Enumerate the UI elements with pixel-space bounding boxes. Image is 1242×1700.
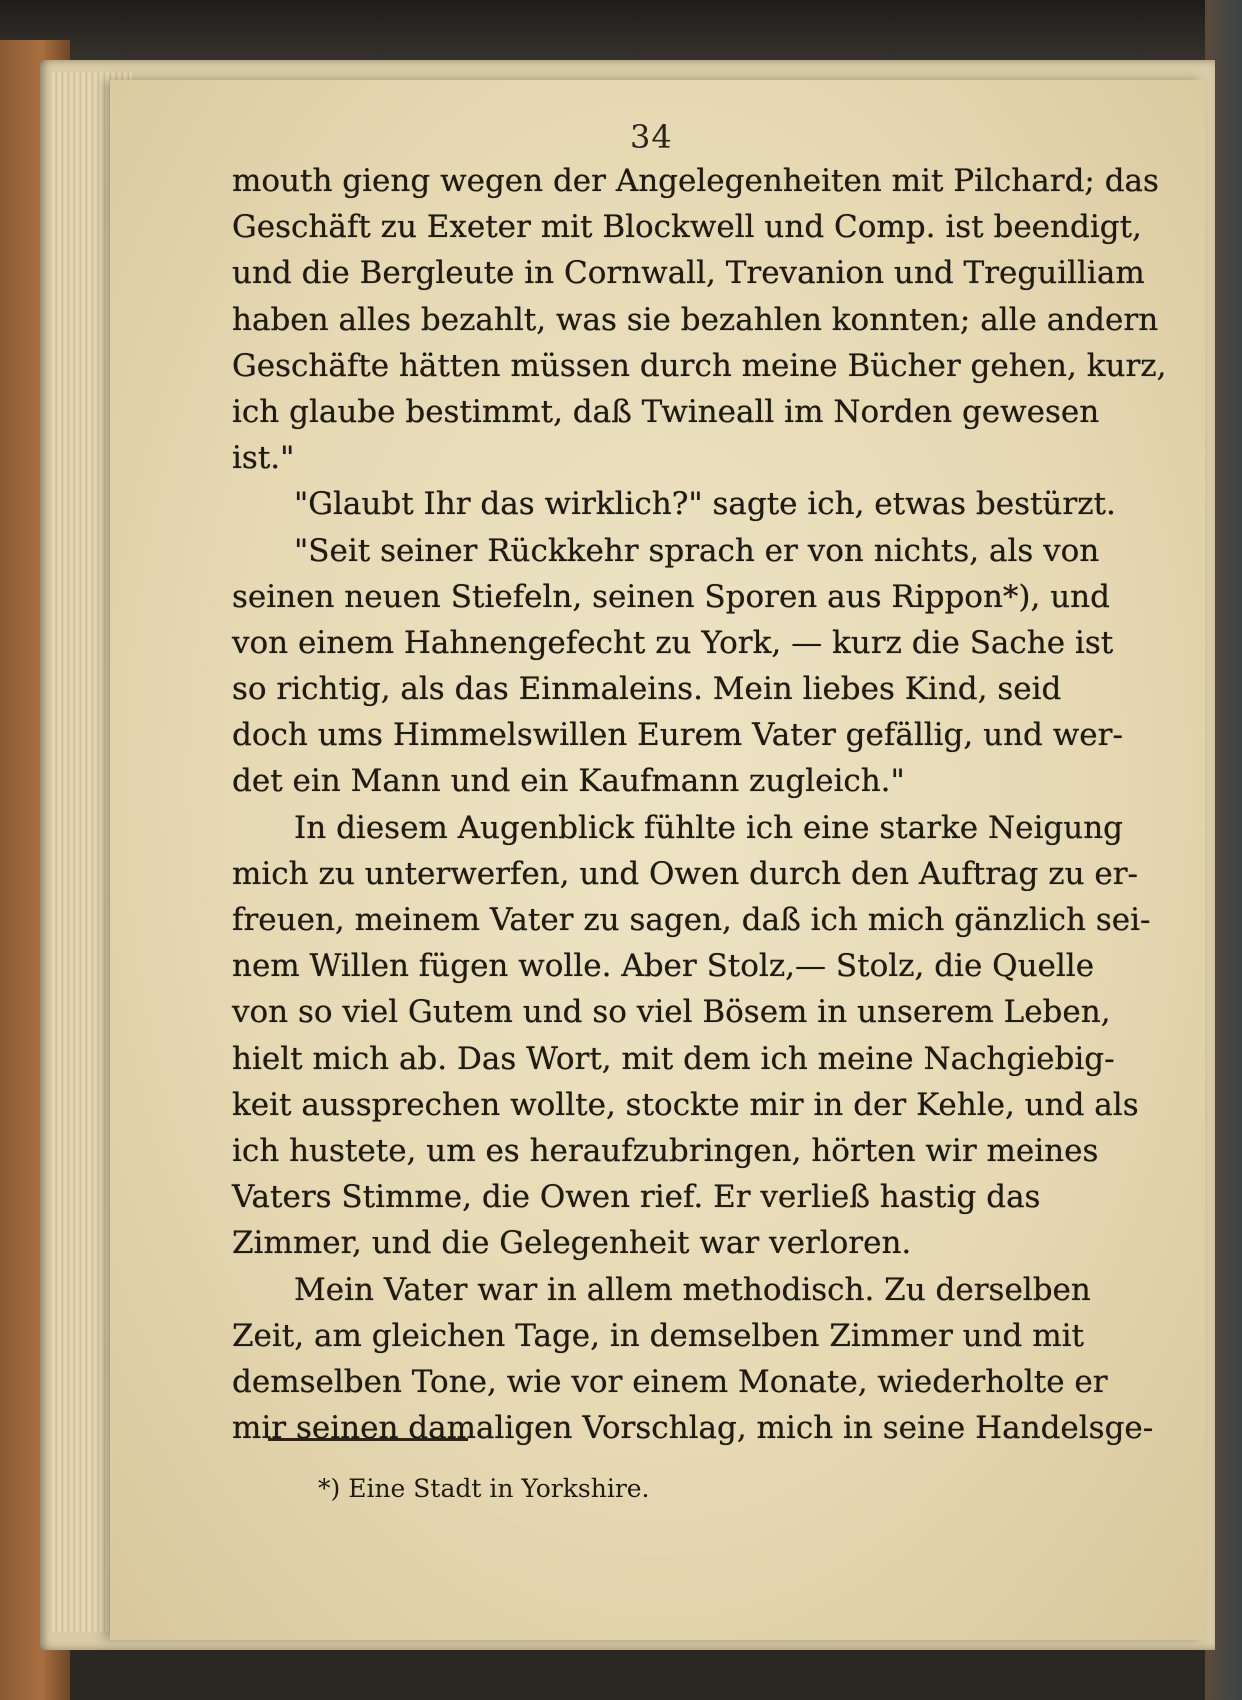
text-line: seinen neuen Stiefeln, seinen Sporen aus Rippon*), und <box>232 578 1110 615</box>
text-line: mich zu unterwerfen, und Owen durch den Auftrag zu er- <box>232 855 1139 892</box>
text-line: ist." <box>232 440 295 477</box>
text-line: Mein Vater war in allem methodisch. Zu derselben <box>294 1271 1091 1308</box>
text-line: In diesem Augenblick fühlte ich eine starke Neigung <box>294 809 1124 846</box>
text-line: "Seit seiner Rückkehr sprach er von nichts, als von <box>294 532 1100 569</box>
text-line: von so viel Gutem und so viel Bösem in unserem Leben, <box>232 994 1111 1031</box>
text-line: det ein Mann und ein Kaufmann zugleich." <box>232 763 905 800</box>
text-line: haben alles bezahlt, was sie bezahlen konnten; alle andern <box>232 301 1159 338</box>
text-line: keit aussprechen wollte, stockte mir in der Kehle, und als <box>232 1086 1139 1123</box>
body-text <box>232 158 1167 1451</box>
text-line: "Glaubt Ihr das wirklich?" sagte ich, etwas bestürzt. <box>294 486 1116 523</box>
text-line: freuen, meinem Vater zu sagen, daß ich mich gänzlich sei- <box>232 902 1151 938</box>
text-line: demselben Tone, wie vor einem Monate, wiederholte er <box>232 1363 1108 1400</box>
text-line: von einem Hahnengefecht zu York, — kurz die Sache ist <box>232 624 1114 661</box>
footnote-rule <box>268 1438 468 1441</box>
text-line: doch ums Himmelswillen Eurem Vater gefällig, und wer- <box>232 717 1123 754</box>
text-line: Zimmer, und die Gelegenheit war verloren. <box>232 1225 912 1262</box>
page-number: 34 <box>630 118 673 156</box>
text-line: ich glaube bestimmt, daß Twineall im Norden gewesen <box>232 393 1100 430</box>
text-line: und die Bergleute in Cornwall, Trevanion und Treguilliam <box>232 255 1145 292</box>
text-line: Geschäft zu Exeter mit Blockwell und Comp. ist beendigt, <box>232 209 1142 246</box>
text-line: mir seinen damaligen Vorschlag, mich in seine Handelsge- <box>232 1410 1154 1447</box>
text-line: mouth gieng wegen der Angelegenheiten mit Pilchard; das <box>232 163 1159 199</box>
footnote: *) Eine Stadt in Yorkshire. <box>318 1474 650 1503</box>
text-line: so richtig, als das Einmaleins. Mein liebes Kind, seid <box>232 671 1062 708</box>
text-line: ich hustete, um es heraufzubringen, hörten wir meines <box>232 1132 1099 1169</box>
text-line: nem Willen fügen wolle. Aber Stolz,— Stolz, die Quelle <box>232 948 1095 985</box>
text-line: Vaters Stimme, die Owen rief. Er verließ hastig das <box>232 1179 1041 1216</box>
text-line: Geschäfte hätten müssen durch meine Bücher gehen, kurz, <box>232 347 1167 384</box>
text-line: Zeit, am gleichen Tage, in demselben Zimmer und mit <box>232 1317 1085 1354</box>
text-line: hielt mich ab. Das Wort, mit dem ich meine Nachgiebig- <box>232 1040 1115 1077</box>
